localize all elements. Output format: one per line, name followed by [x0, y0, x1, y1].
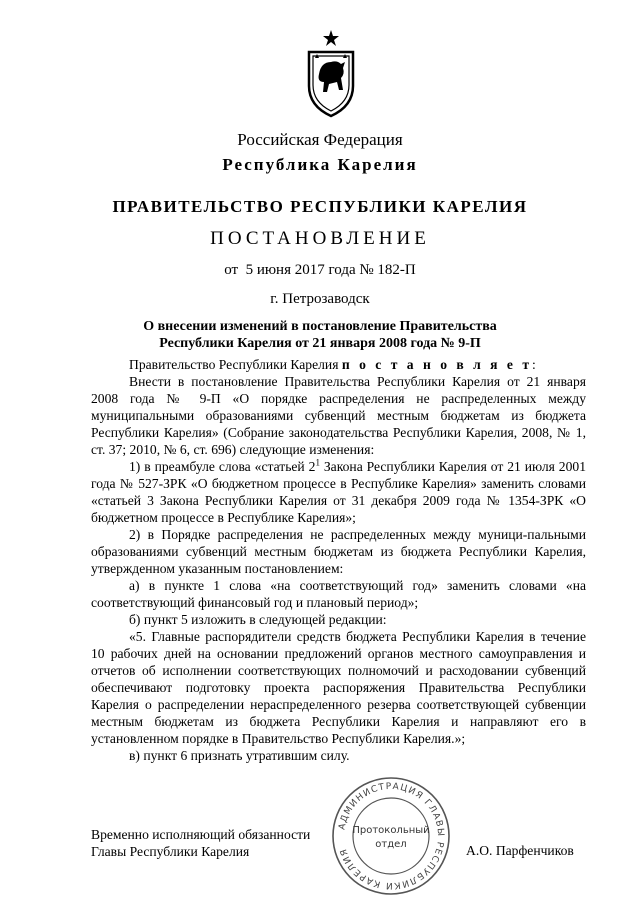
paragraph-preamble: [91, 356, 586, 373]
preamble-colon: :: [532, 357, 536, 372]
stamp-ring-text: АДМИНИСТРАЦИЯ ГЛАВЫ РЕСПУБЛИКИ КАРЕЛИЯ: [337, 781, 446, 891]
stamp-center-line-2: отдел: [375, 839, 407, 850]
signatory-title: [91, 826, 310, 860]
superscript: 1: [315, 457, 320, 468]
signatory-title-line-1: Временно исполняющий обязанности: [91, 827, 311, 842]
preamble-text: Правительство Республики Карелия: [129, 357, 342, 372]
paragraph-2-start: 1) в преамбуле слова «статьей 2: [129, 459, 316, 474]
subject-line-2: Республики Карелия от 21 января 2008 года № 9-П: [159, 336, 481, 351]
paragraph-5: б) пункт 5 изложить в следующей редакции:: [129, 612, 387, 627]
subject-line-1: О внесении изменений в постановление Правительства: [143, 319, 497, 334]
date-number: от 5 июня 2017 года № 182-П: [224, 262, 416, 278]
paragraph-2: [91, 458, 586, 526]
city: г. Петрозаводск: [270, 291, 370, 307]
country-name: Российская Федерация: [237, 130, 403, 149]
republic-name: Республика Карелия: [222, 155, 418, 174]
document-subject: [0, 318, 640, 352]
government-title: ПРАВИТЕЛЬСТВО РЕСПУБЛИКИ КАРЕЛИЯ: [112, 197, 528, 216]
paragraph-2-end: Закона Республики Карелия от 21 июля 2001 года № 527-ЗРК «О бюджетном процессе в Республике Карелия» заменить словами «статьей 3 Закона Республики Карелия от 31 декабря 2009 года № 1354-ЗРК «О бюджетном процессе в Республике Карелия»;: [91, 459, 586, 525]
signatory-title-line-2: Главы Республики Карелия: [91, 844, 250, 859]
stamp-center-line-1: Протокольный: [352, 825, 430, 836]
paragraph-6: «5. Главные распорядители средств бюджета Республики Карелия в течение 10 рабочих дней на основании предложений органов местного самоуправления и отчетов об исполнении соответствующих полномочий и расходовании субвенций обеспечивают подготовку проекта распоряжения Правительства Республики Карелия о распределении нераспределенного резерва соответствующей субвенции местным бюджетам из бюджета Республики Карелия и направляют его в установленном порядке в Правительство Республики Карелия.»;: [91, 629, 586, 746]
paragraph-1: Внести в постановление Правительства Республики Карелия от 21 января 2008 года № 9-П «О порядке распределения не распределенных между муниципальными образованиями субвенций местным бюджетам из бюджета Республики Карелия» (Собрание законодательства Республики Карелия, 2008, № 1, ст. 37; 2010, № 6, ст. 696) следующие изменения:: [91, 374, 586, 457]
paragraph-7: в) пункт 6 признать утратившим силу.: [129, 748, 350, 763]
document-type: ПОСТАНОВЛЕНИЕ: [210, 228, 430, 249]
official-stamp: [330, 775, 452, 897]
signatory-name: А.О. Парфенчиков: [466, 843, 574, 858]
paragraph-4: а) в пункте 1 слова «на соответствующий год» заменить словами «на соответствующий финансовый год и плановый период»;: [91, 578, 586, 610]
decree-word: п о с т а н о в л я е т: [341, 357, 533, 372]
karelia-coat-of-arms-icon: [301, 28, 361, 118]
document-body: [91, 356, 586, 764]
paragraph-3: 2) в Порядке распределения не распределенных между муници-пальными образованиями субвенций местным бюджетам из бюджета Республики Карелия, утвержденном указанным постановлением:: [91, 527, 586, 576]
